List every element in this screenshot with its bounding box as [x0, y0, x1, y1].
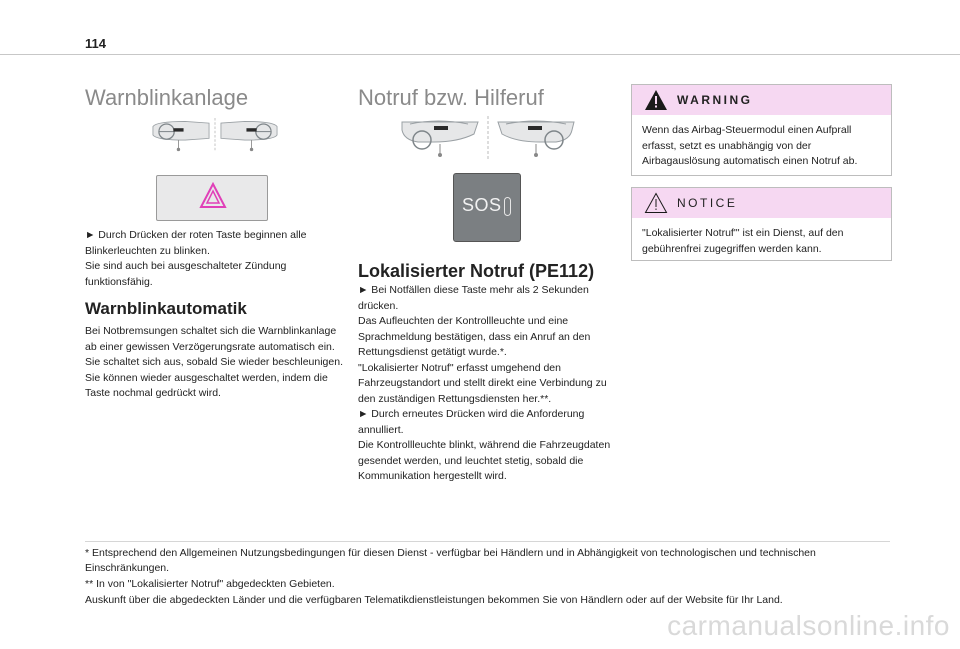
notice-box: [631, 187, 892, 261]
emergency-call-text: ► Bei Notfällen diese Taste mehr als 2 Sekunden drücken. Das Aufleuchten der Kontrollleuchte und eine Sprachmeldung bestätigen, dass ein Anruf an den Rettungsdienst getätigt wurde.*. "Lokalisierter Notruf" erfasst umgehend den Fahrzeugstandort und stellt direkt eine Verbindung zu den zuständigen Rettungsdiensten her.**. ► Durch erneutes Drücken wird die Anforderung annulliert. Die Kontrollleuchte blinkt, während die Fahrzeugdaten gesendet werden, und leuchtet stetig, sobald die Kommunikation hergestellt wird.: [358, 284, 611, 482]
sos-button: [453, 173, 521, 242]
section-title-hazard: Warnblinkanlage: [85, 85, 249, 110]
notice-title: NOTICE: [677, 196, 738, 210]
sos-label: SOS: [462, 195, 502, 215]
hazard-triangle-icon: [199, 182, 227, 210]
notice-box-header: [632, 188, 891, 218]
automatic-hazard-text: Bei Notbremsungen schaltet sich die Warnblinkanlage ab einer gewissen Verzögerungsrate automatisch ein. Sie schaltet sich aus, sobald Sie wieder beschleunigen. Sie können wieder ausgeschaltet werden, indem die Taste nochmal gedrückt wird.: [85, 325, 343, 399]
roof-console-location-figure: [398, 116, 578, 160]
center-console-left: [173, 128, 183, 131]
center-console-right: [246, 128, 256, 131]
warning-triangle-icon: [644, 89, 668, 111]
section-title-emergency-call: Notruf bzw. Hilferuf: [358, 85, 544, 110]
header-rule: [0, 54, 960, 55]
dashboard-location-figure: [140, 118, 290, 152]
footnote-3: Auskunft über die abgedeckten Länder und die verfügbaren Telematikdienstleistungen bekommen Sie von Händlern oder auf der Website für Ihr Land.: [85, 594, 783, 606]
footnote-2: ** In von "Lokalisierter Notruf" abgedeckten Gebieten.: [85, 578, 335, 590]
watermark: carmanualsonline.info: [667, 610, 950, 641]
warning-box: [631, 84, 892, 176]
hazard-instruction-text: ► Durch Drücken der roten Taste beginnen alle Blinkerleuchten zu blinken. Sie sind auch bei ausgeschalteter Zündung funktionsfähig.: [85, 229, 307, 288]
warning-text: Wenn das Airbag-Steuermodul einen Aufprall erfasst, setzt es unabhängig von der Airbagauslösung automatisch einen Notruf ab.: [642, 124, 858, 167]
footnote-1: * Entsprechend den Allgemeinen Nutzungsbedingungen für diesen Dienst - verfügbar bei Händlern und in Abhängigkeit von technologischen und technischen Einschränkungen.: [85, 547, 816, 574]
notice-text: "Lokalisierter Notruf"' ist ein Dienst, auf den gebührenfrei zugegriffen werden kann.: [642, 227, 844, 255]
hazard-switch-panel: [156, 175, 268, 221]
warning-box-header: [632, 85, 891, 115]
sos-indicator-led: [504, 197, 511, 216]
warning-title: WARNING: [677, 93, 753, 107]
heading-localized-emergency-call: Lokalisierter Notruf (PE112): [358, 261, 595, 281]
page-number: 114: [85, 36, 106, 51]
heading-automatic-hazard: Warnblinkautomatik: [85, 299, 247, 318]
notice-triangle-icon: [644, 192, 668, 214]
footer-rule: [85, 541, 890, 542]
